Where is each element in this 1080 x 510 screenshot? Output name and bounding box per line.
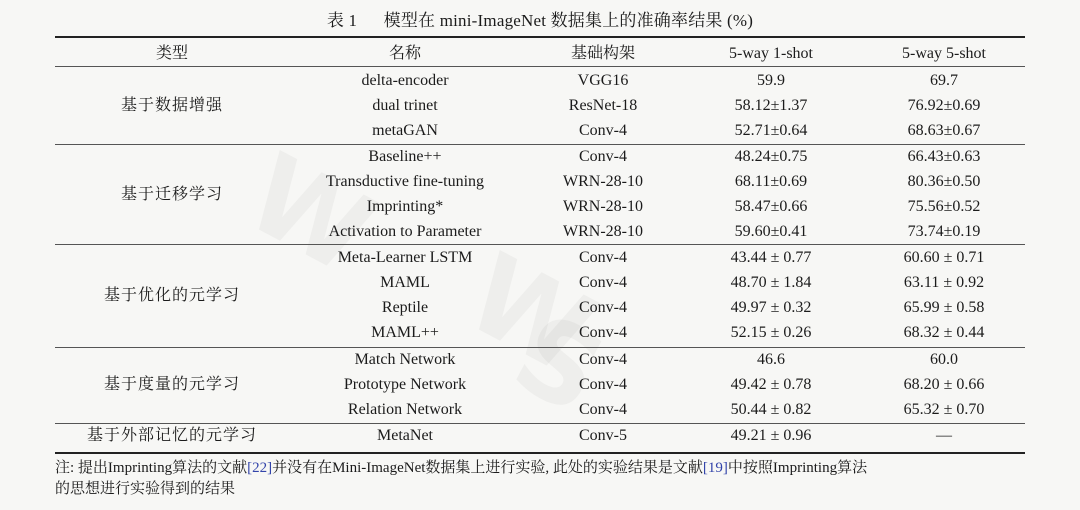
header-type: 类型 — [155, 45, 189, 62]
accuracy-5shot: 63.11 ± 0.92 — [903, 274, 985, 291]
accuracy-1shot: 68.11±0.69 — [734, 173, 808, 190]
header-name: 名称 — [388, 45, 422, 62]
accuracy-1shot: 59.60±0.41 — [734, 223, 808, 240]
backbone: Conv-4 — [579, 376, 627, 393]
backbone: Conv-4 — [579, 351, 627, 368]
category-label: 基于优化的元学习 — [103, 286, 241, 304]
method-name: metaGAN — [372, 122, 438, 139]
table-caption — [0, 6, 1080, 31]
accuracy-1shot: 52.15 ± 0.26 — [730, 324, 812, 341]
table-rule — [55, 347, 1025, 348]
backbone: WRN-28-10 — [563, 198, 643, 215]
accuracy-1shot: 58.47±0.66 — [734, 198, 808, 215]
backbone: Conv-4 — [579, 324, 627, 341]
accuracy-5shot: 60.0 — [930, 351, 958, 368]
accuracy-5shot: — — [936, 427, 952, 444]
accuracy-1shot: 49.42 ± 0.78 — [730, 376, 812, 393]
method-name: Imprinting* — [366, 198, 444, 215]
accuracy-1shot: 46.6 — [757, 351, 785, 368]
accuracy-5shot: 68.63±0.67 — [907, 122, 981, 139]
accuracy-1shot: 50.44 ± 0.82 — [730, 401, 812, 418]
backbone: ResNet-18 — [568, 97, 638, 114]
category-label: 基于度量的元学习 — [103, 376, 241, 393]
table-rule — [55, 452, 1025, 454]
table-rule — [55, 36, 1025, 38]
accuracy-1shot: 49.21 ± 0.96 — [730, 427, 812, 444]
backbone: VGG16 — [577, 72, 629, 89]
footnote-citation-link[interactable]: [19] — [702, 460, 728, 476]
category-label: 基于外部记忆的元学习 — [86, 427, 258, 444]
table-rule — [55, 144, 1025, 145]
footnote-text: 注: 提出Imprinting算法的文献 — [55, 460, 248, 476]
backbone: Conv-4 — [579, 299, 627, 316]
table-rule — [55, 423, 1025, 424]
accuracy-5shot: 73.74±0.19 — [907, 223, 981, 240]
method-name: Meta-Learner LSTM — [337, 249, 473, 266]
accuracy-1shot: 48.70 ± 1.84 — [730, 274, 812, 291]
backbone: Conv-4 — [579, 401, 627, 418]
method-name: Relation Network — [347, 401, 463, 418]
backbone: Conv-4 — [579, 249, 627, 266]
method-name: MAML++ — [371, 324, 439, 341]
footnote-text: 中按照Imprinting算法 — [727, 460, 868, 476]
header-5shot: 5-way 5-shot — [902, 45, 986, 62]
accuracy-5shot: 65.99 ± 0.58 — [903, 299, 985, 316]
table-number: 表 1 — [326, 11, 358, 30]
footnote-citation-link[interactable]: [22] — [247, 460, 273, 476]
accuracy-5shot: 76.92±0.69 — [907, 97, 981, 114]
table-rule — [55, 244, 1025, 245]
method-name: delta-encoder — [361, 72, 449, 89]
accuracy-1shot: 43.44 ± 0.77 — [730, 249, 812, 266]
table-title: 模型在 mini-ImageNet 数据集上的准确率结果 (%) — [383, 11, 754, 30]
accuracy-5shot: 60.60 ± 0.71 — [903, 249, 985, 266]
method-name: Transductive fine-tuning — [325, 173, 485, 190]
accuracy-5shot: 69.7 — [930, 72, 958, 89]
backbone: Conv-5 — [579, 427, 627, 444]
backbone: WRN-28-10 — [563, 223, 643, 240]
footnote-text: 的思想进行实验得到的结果 — [55, 481, 236, 497]
method-name: MetaNet — [377, 427, 433, 444]
backbone: Conv-4 — [579, 274, 627, 291]
method-name: Reptile — [381, 299, 429, 316]
method-name: Activation to Parameter — [328, 223, 482, 240]
footnote-text: 并没有在Mini-ImageNet数据集上进行实验, 此处的实验结果是文献 — [272, 460, 703, 476]
accuracy-1shot: 49.97 ± 0.32 — [730, 299, 812, 316]
table-footnote — [55, 458, 1045, 500]
accuracy-5shot: 66.43±0.63 — [907, 148, 981, 165]
accuracy-1shot: 48.24±0.75 — [734, 148, 808, 165]
backbone: Conv-4 — [579, 122, 627, 139]
accuracy-5shot: 75.56±0.52 — [907, 198, 981, 215]
category-label: 基于迁移学习 — [120, 185, 224, 203]
accuracy-1shot: 59.9 — [757, 72, 785, 89]
table-rule — [55, 66, 1025, 67]
header-1shot: 5-way 1-shot — [729, 45, 813, 62]
accuracy-5shot: 68.32 ± 0.44 — [903, 324, 985, 341]
category-label: 基于数据增强 — [120, 97, 224, 114]
method-name: Baseline++ — [368, 148, 442, 165]
method-name: dual trinet — [372, 97, 438, 114]
header-backbone: 基础构架 — [570, 45, 636, 62]
accuracy-5shot: 68.20 ± 0.66 — [903, 376, 985, 393]
method-name: Match Network — [354, 351, 456, 368]
accuracy-1shot: 52.71±0.64 — [734, 122, 808, 139]
accuracy-5shot: 80.36±0.50 — [907, 173, 981, 190]
backbone: Conv-4 — [579, 148, 627, 165]
method-name: MAML — [380, 274, 430, 291]
backbone: WRN-28-10 — [563, 173, 643, 190]
accuracy-5shot: 65.32 ± 0.70 — [903, 401, 985, 418]
method-name: Prototype Network — [343, 376, 467, 393]
accuracy-1shot: 58.12±1.37 — [734, 97, 808, 114]
